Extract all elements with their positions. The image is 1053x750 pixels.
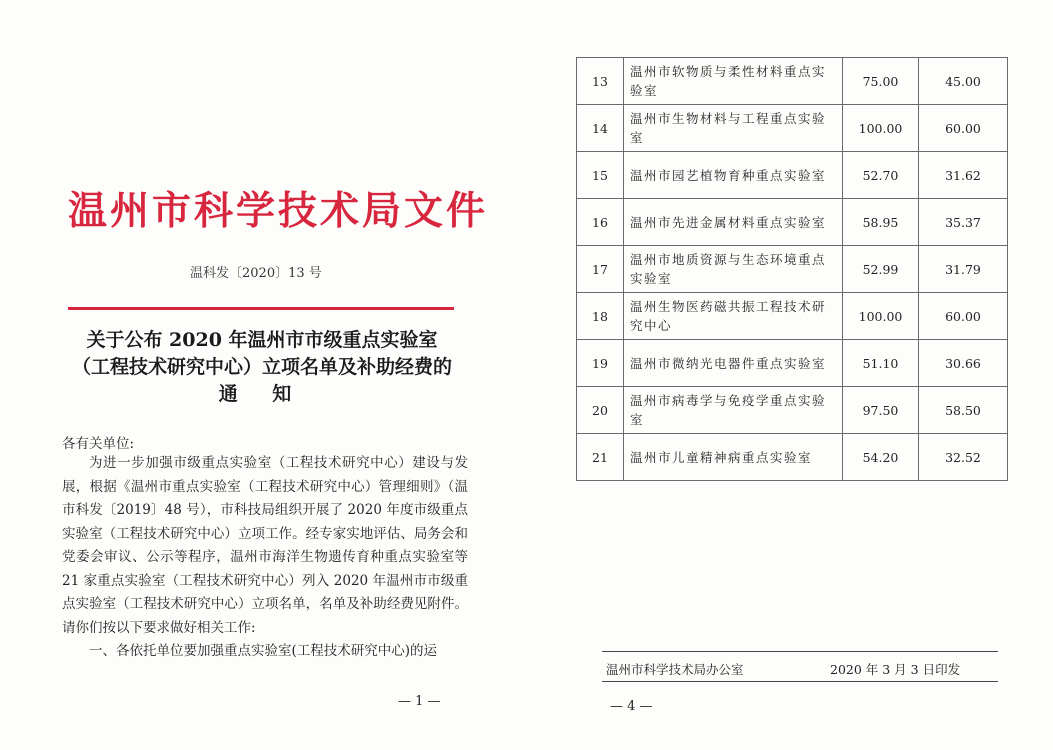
lab-name-cell: 温州市微纳光电器件重点实验室 xyxy=(624,340,843,387)
subsidy-cell: 45.00 xyxy=(919,58,1008,105)
total-funding-cell: 100.00 xyxy=(843,293,919,340)
table-row xyxy=(577,293,1008,340)
subsidy-cell: 30.66 xyxy=(919,340,1008,387)
subsidy-cell: 31.62 xyxy=(919,152,1008,199)
table-row xyxy=(577,105,1008,152)
table-row xyxy=(577,340,1008,387)
lab-name-cell: 温州市生物材料与工程重点实验室 xyxy=(624,105,843,152)
subsidy-cell: 31.79 xyxy=(919,246,1008,293)
table-row xyxy=(577,434,1008,481)
notice-title-line-2: （工程技术研究中心）立项名单及补助经费的 xyxy=(71,356,452,378)
lab-list-table-wrapper xyxy=(576,57,1008,481)
row-number-cell: 13 xyxy=(577,58,624,105)
total-funding-cell: 52.99 xyxy=(843,246,919,293)
footer-rule-bottom xyxy=(602,681,998,682)
notice-title-line-3: 通 知 xyxy=(218,383,306,405)
right-page xyxy=(526,0,1053,750)
total-funding-cell: 75.00 xyxy=(843,58,919,105)
lab-list-table xyxy=(576,57,1008,481)
document-header-title: 温州市科学技术局文件 xyxy=(68,188,489,234)
body-paragraph-2: 一、各依托单位要加强重点实验室(工程技术研究中心)的运 xyxy=(89,643,438,659)
subsidy-cell: 60.00 xyxy=(919,105,1008,152)
row-number-cell: 18 xyxy=(577,293,624,340)
subsidy-cell: 35.37 xyxy=(919,199,1008,246)
footer-issuing-office: 温州市科学技术局办公室 xyxy=(606,662,744,677)
notice-body xyxy=(62,452,468,664)
footer-rule-top xyxy=(602,651,998,652)
total-funding-cell: 97.50 xyxy=(843,387,919,434)
red-divider-line xyxy=(68,307,454,310)
total-funding-cell: 100.00 xyxy=(843,105,919,152)
lab-name-cell: 温州市先进金属材料重点实验室 xyxy=(624,199,843,246)
left-page xyxy=(0,0,526,750)
table-row xyxy=(577,199,1008,246)
page-number-left: — 1 — xyxy=(398,694,441,709)
table-row xyxy=(577,387,1008,434)
subsidy-cell: 58.50 xyxy=(919,387,1008,434)
lab-name-cell: 温州市儿童精神病重点实验室 xyxy=(624,434,843,481)
notice-title-line-1: 关于公布 2020 年温州市市级重点实验室 xyxy=(86,329,438,351)
page-number-right: — 4 — xyxy=(610,699,653,714)
row-number-cell: 16 xyxy=(577,199,624,246)
table-row xyxy=(577,58,1008,105)
total-funding-cell: 54.20 xyxy=(843,434,919,481)
document-number: 温科发〔2020〕13 号 xyxy=(190,266,322,281)
salutation: 各有关单位: xyxy=(62,436,135,452)
total-funding-cell: 52.70 xyxy=(843,152,919,199)
table-row xyxy=(577,246,1008,293)
lab-name-cell: 温州市园艺植物育种重点实验室 xyxy=(624,152,843,199)
lab-name-cell: 温州生物医药磁共振工程技术研究中心 xyxy=(624,293,843,340)
row-number-cell: 21 xyxy=(577,434,624,481)
subsidy-cell: 60.00 xyxy=(919,293,1008,340)
row-number-cell: 20 xyxy=(577,387,624,434)
total-funding-cell: 58.95 xyxy=(843,199,919,246)
footer-issue-date: 2020 年 3 月 3 日印发 xyxy=(830,662,961,677)
lab-name-cell: 温州市地质资源与生态环境重点实验室 xyxy=(624,246,843,293)
row-number-cell: 15 xyxy=(577,152,624,199)
lab-name-cell: 温州市软物质与柔性材料重点实验室 xyxy=(624,58,843,105)
lab-name-cell: 温州市病毒学与免疫学重点实验室 xyxy=(624,387,843,434)
row-number-cell: 17 xyxy=(577,246,624,293)
notice-title xyxy=(62,327,462,408)
table-row xyxy=(577,152,1008,199)
subsidy-cell: 32.52 xyxy=(919,434,1008,481)
row-number-cell: 19 xyxy=(577,340,624,387)
total-funding-cell: 51.10 xyxy=(843,340,919,387)
body-paragraph-1: 为进一步加强市级重点实验室（工程技术研究中心）建设与发展，根据《温州市重点实验室（工程技术研究中心）管理细则》（温市科发〔2019〕48 号），市科技局组织开展了 2020 年度市级重点实验室（工程技术研究中心）立项工作。经专家实地评估、局务会和党委会审议、公示等程序，温州市海洋生物遗传育种重点实验室等 21 家重点实验室（工程技术研究中心）列入 2020 年温州市市级重点实验室（工程技术研究中心）立项名单，名单及补助经费见附件。请你们按以下要求做好相关工作: xyxy=(62,455,468,636)
row-number-cell: 14 xyxy=(577,105,624,152)
